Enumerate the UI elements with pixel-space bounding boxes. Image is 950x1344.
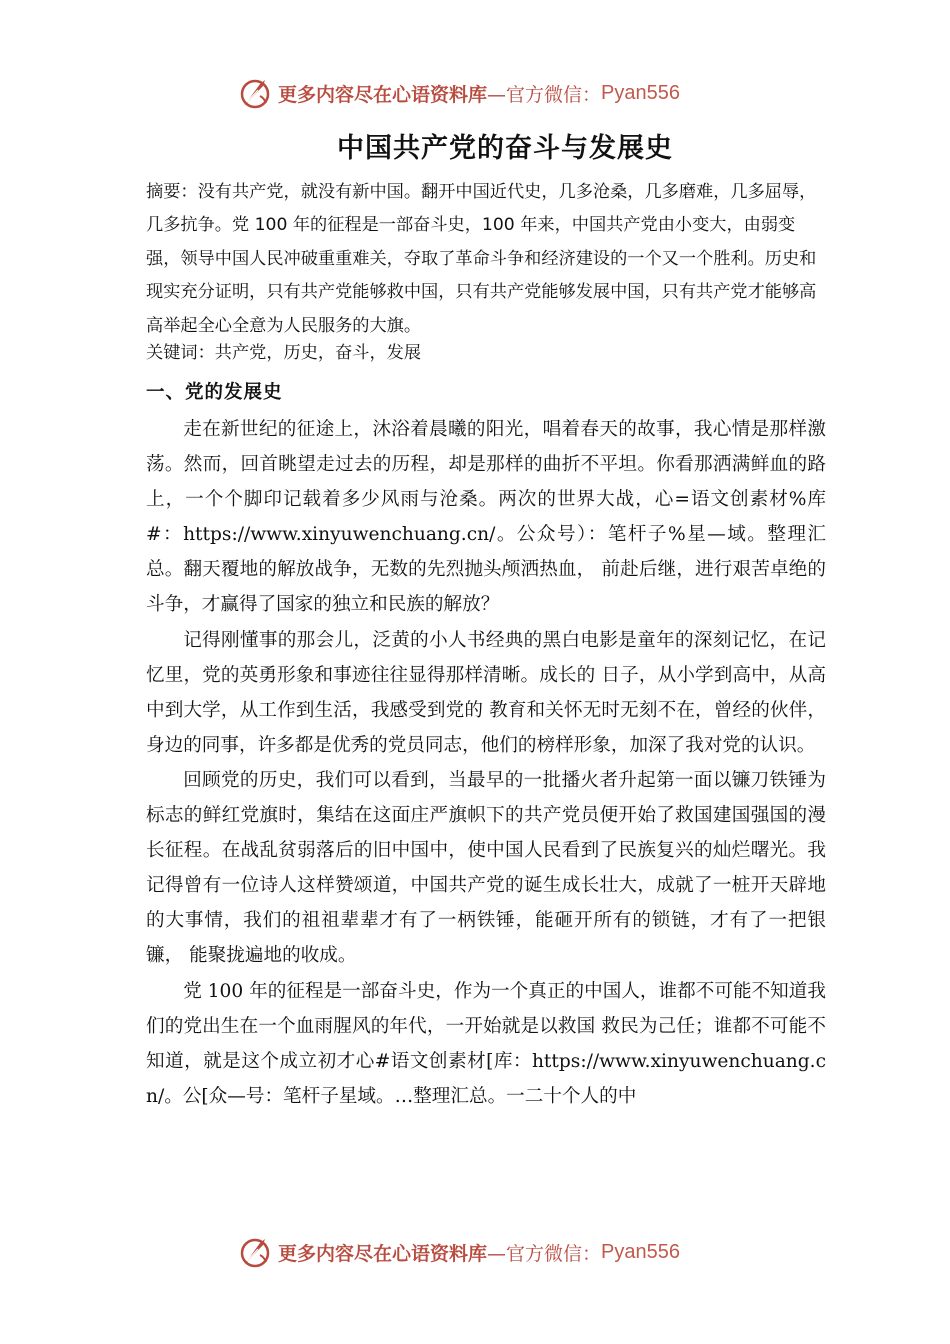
banner-text: 更多内容尽在心语资料库: [278, 1242, 488, 1265]
banner-text: 更多内容尽在心语资料库: [278, 83, 488, 106]
paragraph-1: 走在新世纪的征途上，沐浴着晨曦的阳光，唱着春天的故事，我心情是那样激荡。然而，回首眺望走过去的历程，却是那样的曲折不平坦。你看那洒满鲜血的路上，一个个脚印记载着多少风雨与沧桑。两次的世界大战，心=语文创素材%库#：https://www.xinyuwenchuang.cn/。公众号）：笔杆子%星—域。整理汇总。翻天覆地的解放战争，无数的先烈抛头颅洒热血， 前赴后继，进行艰苦卓绝的斗争，才赢得了国家的独立和民族的解放？: [146, 419, 826, 616]
banner-wechat-id: Pyan556: [601, 1240, 680, 1263]
section-heading: 一、党的发展史: [146, 382, 283, 403]
banner-separator: —官方微信：: [487, 1242, 602, 1265]
footer-banner: [238, 1235, 718, 1269]
banner-separator: —官方微信：: [487, 83, 602, 106]
abstract: [146, 176, 818, 343]
page-title: 中国共产党的奋斗与发展史: [337, 133, 673, 164]
abstract-text: 摘要：没有共产党，就没有新中国。翻开中国近代史，几多沧桑，几多磨难，几多屈辱，几多抗争。党 100 年的征程是一部奋斗史，100 年来，中国共产党由小变大，由弱变强，领导中国人民冲破重重难关，夺取了革命斗争和经济建设的一个又一个胜利。历史和现实充分证明，只有共产党能够救中国，只有共产党能够发展中国，只有共产党才能够高高举起全心全意为人民服务的大旗。: [146, 182, 817, 336]
paragraph-3: 回顾党的历史，我们可以看到，当最早的一批播火者升起第一面以镰刀铁锤为标志的鲜红党旗时，集结在这面庄严旗帜下的共产党员便开始了救国建国强国的漫长征程。在战乱贫弱落后的旧中国中，使中国人民看到了民族复兴的灿烂曙光。我记得曾有一位诗人这样赞颂道，中国共产党的诞生成长壮大，成就了一桩开天辟地的大事情，我们的祖祖辈辈才有了一柄铁锤，能砸开所有的锁链，才有了一把银镰， 能聚拢遍地的收成。: [146, 769, 826, 967]
quill-pen-logo-icon: [238, 76, 272, 110]
paragraph-2: 记得刚懂事的那会儿，泛黄的小人书经典的黑白电影是童年的深刻记忆，在记忆里，党的英勇形象和事迹往往显得那样清晰。成长的 日子，从小学到高中，从高中到大学，从工作到生活，我感受到党的 教育和关怀无时无刻不在，曾经的伙伴，身边的同事，许多都是优秀的党员同志，他们的榜样形象，加深了我对党的认识。: [146, 629, 826, 756]
body-text: [146, 412, 826, 1114]
keywords: 关键词：共产党，历史，奋斗，发展: [146, 343, 422, 363]
header-banner: [238, 76, 718, 110]
banner-wechat-id: Pyan556: [601, 81, 680, 104]
paragraph-4: 党 100 年的征程是一部奋斗史，作为一个真正的中国人，谁都不可能不知道我们的党出生在一个血雨腥风的年代，一开始就是以救国 救民为己任；谁都不可能不知道，就是这个成立初才心#语文创素材[库：https://www.xinyuwenchuang.cn/。公[众—号：笔杆子星域。…整理汇总。一二十个人的中: [146, 980, 826, 1107]
quill-pen-logo-icon: [238, 1235, 272, 1269]
